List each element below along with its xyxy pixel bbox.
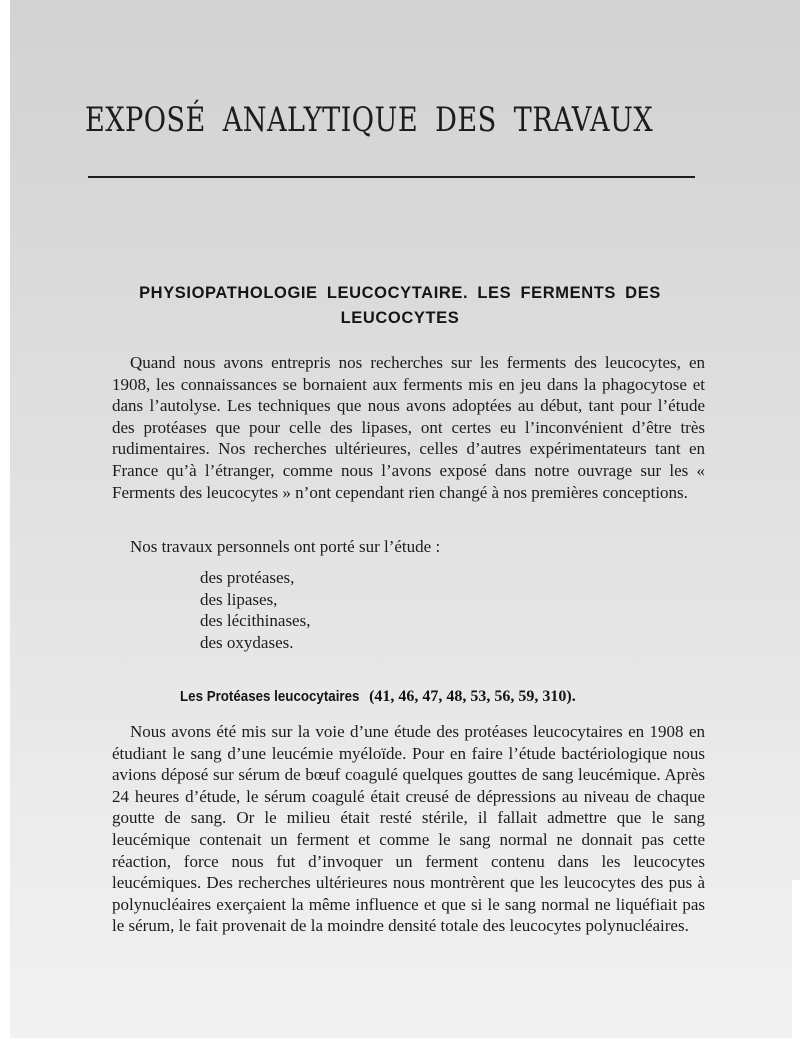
study-intro-paragraph: Nos travaux personnels ont porté sur l’étude :: [130, 537, 441, 556]
proteases-paragraph: Nous avons été mis sur la voie d’une étude des protéases leucocytaires en 1908 en étudiant le sang d’une leucémie myéloïde. Pour en faire l’étude bactériologique nous avions déposé sur sérum de bœuf coagulé quelques gouttes de sang leucémique. Après 24 heures d’étude, le sérum coagulé était creusé de dépressions au niveau de chaque goutte de sang. Or le milieu était resté stérile, il fallait admettre que le sang leucémique contenait un ferment et comme le sang normal ne donnait pas cette réaction, force nous fut d’invoquer un ferment contenu dans les leucocytes leucémiques. Des recherches ultérieures nous montrèrent que les leucocytes des pus à polynucléaires exerçaient la même influence et que si le sang normal ne liquéfiait pas le sérum, le fait provenait de la moindre densité totale des leucocytes polynucléaires.: [112, 722, 705, 936]
section-heading: PHYSIOPATHOLOGIE LEUCOCYTAIRE. LES FERMENTS DES LEUCOCYTES: [139, 284, 661, 327]
intro-paragraph: Quand nous avons entrepris nos recherches sur les ferments des leucocytes, en 1908, les connaissances se bornaient aux ferments mis en jeu dans la phagocytose et dans l’autolyse. Les techniques que nous avons adoptées au début, tant pour l’étude des protéases que pour celle des lipases, ont certes eu l’inconvénient d’être très rudimentaires. Nos recherches ultérieures, celles d’autres expérimentateurs tant en France qu’à l’étranger, comme nous l’avons exposé dans notre ouvrage sur les « Ferments des leucocytes » n’ont cependant rien changé à nos premières conceptions.: [112, 353, 705, 502]
scan-edge: [792, 880, 800, 1038]
scanned-page: [10, 0, 800, 1038]
title-divider: [88, 176, 695, 178]
study-list-item: des oxydases.: [200, 632, 294, 652]
subsection-title: Les Protéases leucocytaires: [180, 689, 360, 705]
subsection-references: (41, 46, 47, 48, 53, 56, 59, 310).: [369, 688, 576, 705]
subsection-heading: [180, 688, 576, 706]
study-list: [200, 567, 310, 653]
main-title: EXPOSÉ ANALYTIQUE DES TRAVAUX: [85, 100, 654, 140]
study-list-item: des lipases,: [200, 589, 278, 609]
study-list-item: des lécithinases,: [200, 611, 311, 631]
study-list-item: des protéases,: [200, 568, 295, 587]
